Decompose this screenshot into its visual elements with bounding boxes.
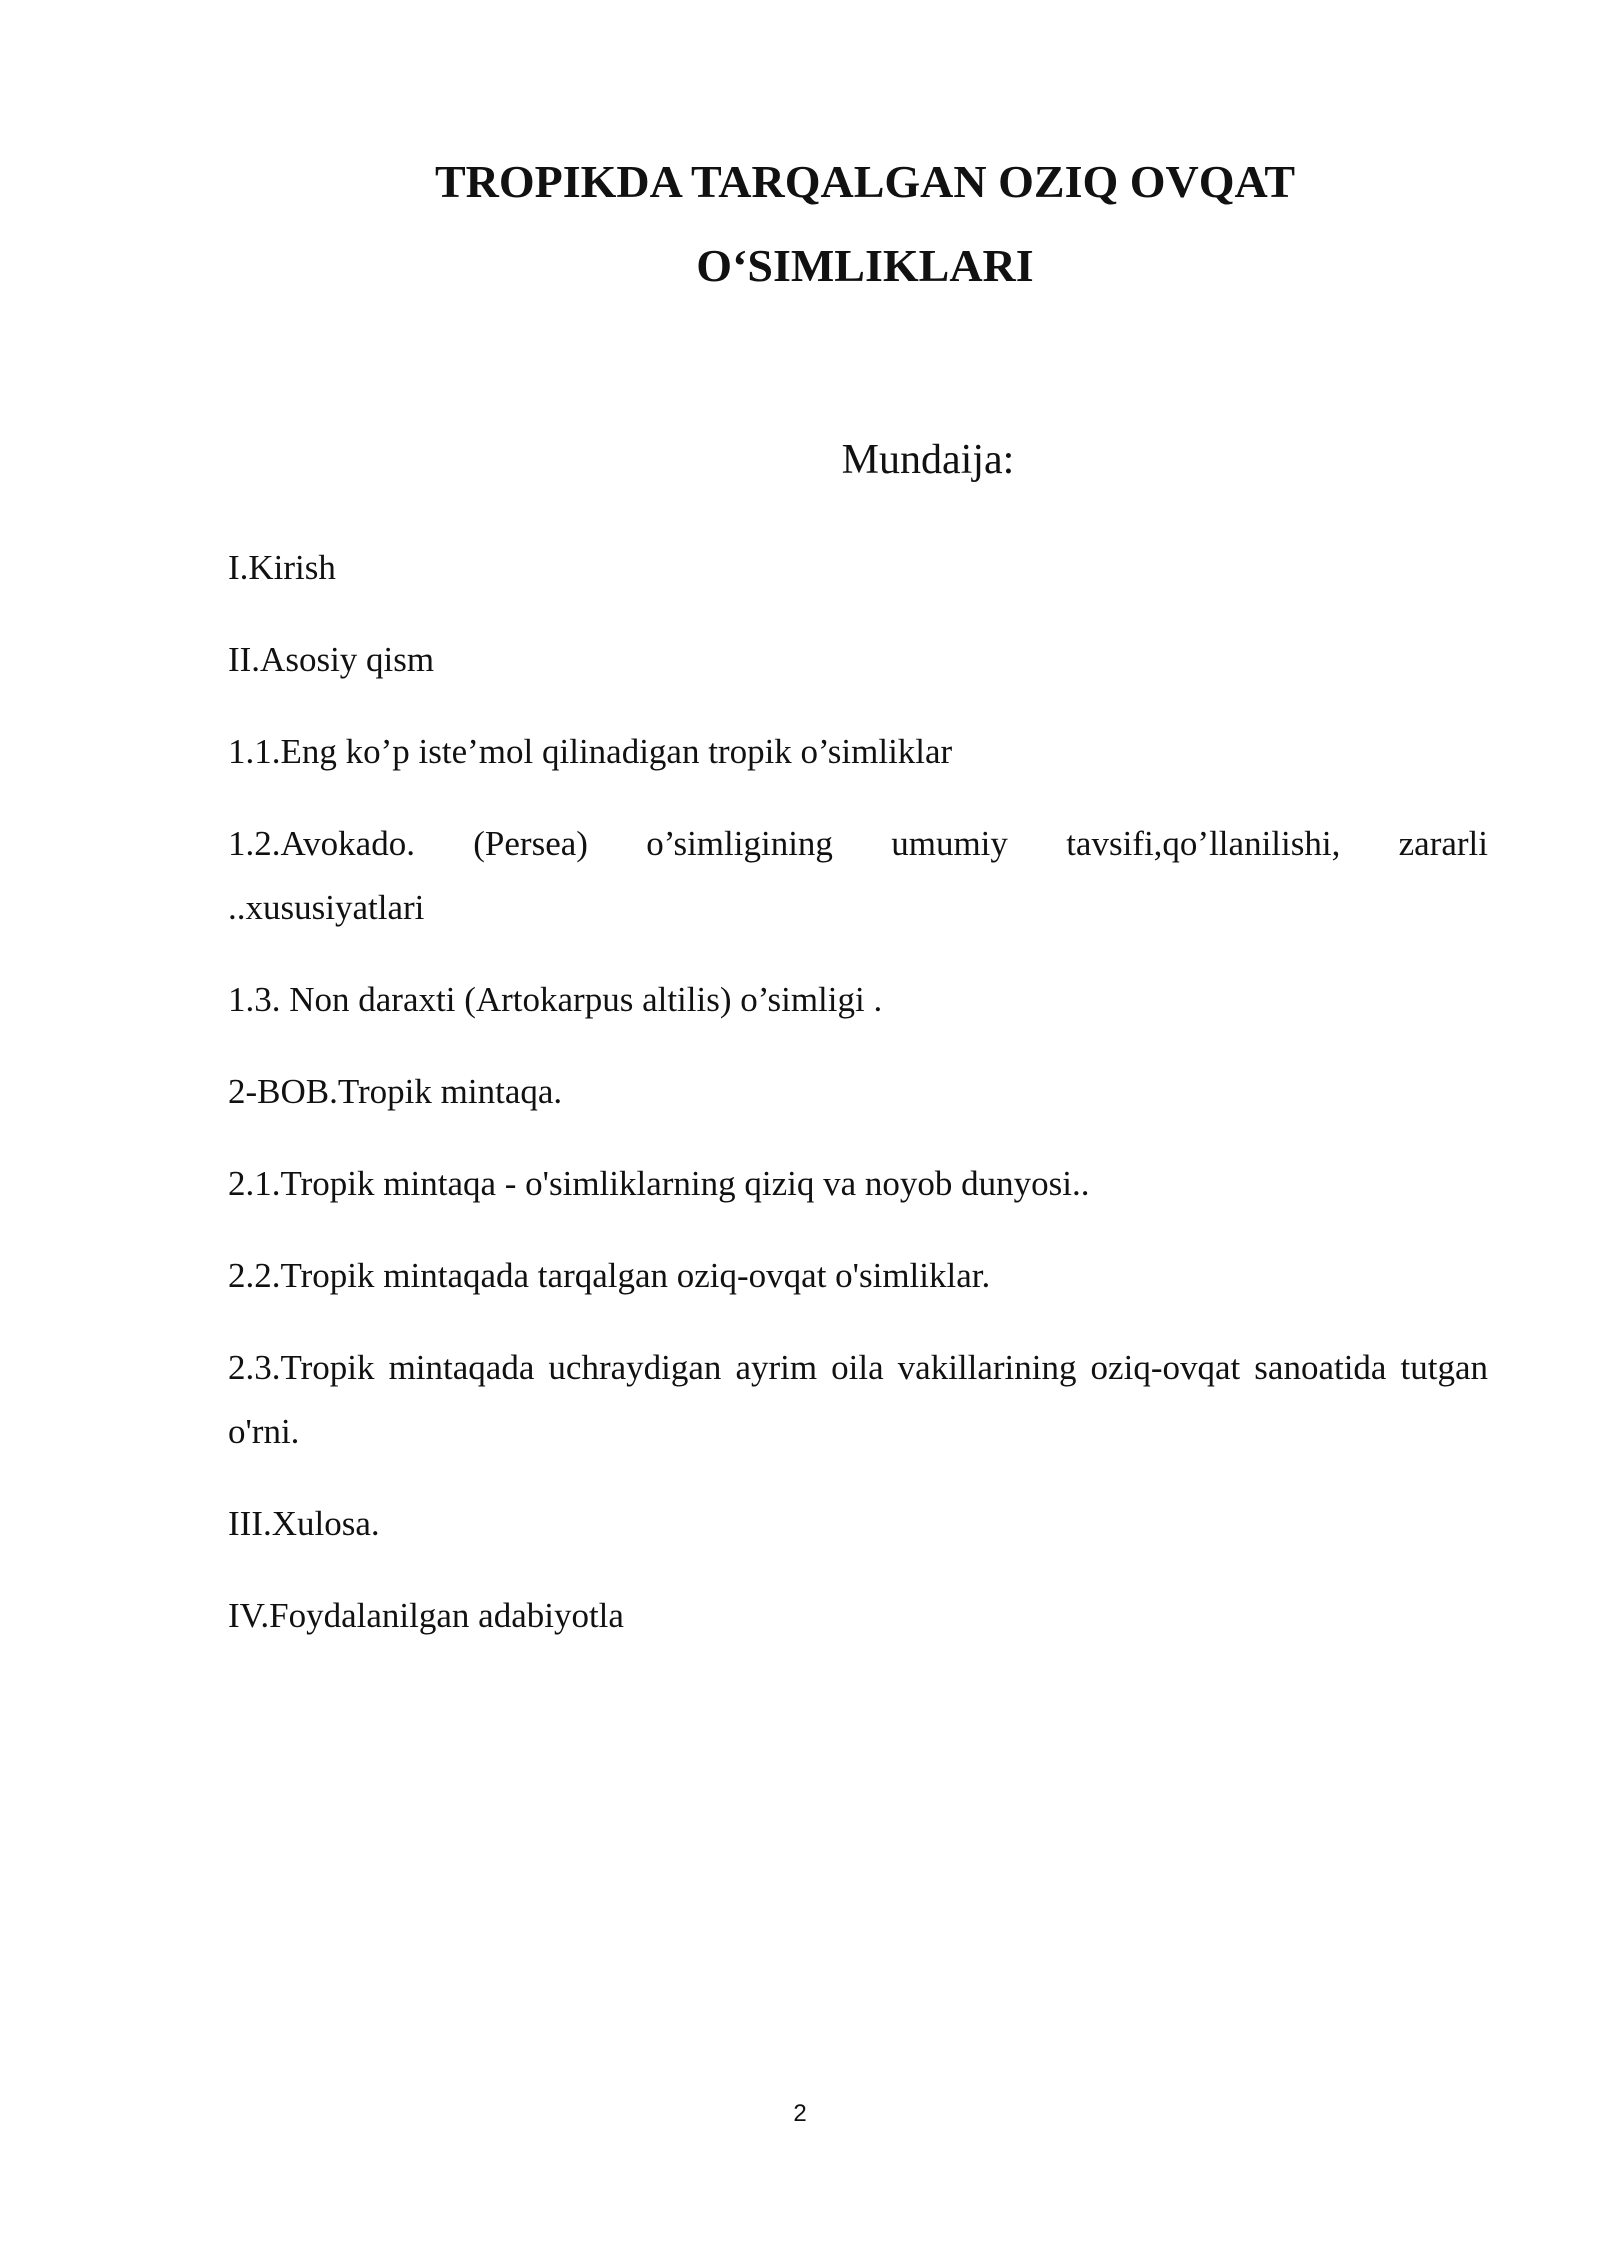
toc-item: 2.1.Tropik mintaqa - o'simliklarning qiziq va noyob dunyosi.. xyxy=(228,1164,1090,1203)
document-title xyxy=(300,140,1430,308)
title-line-1: TROPIKDA TARQALGAN OZIQ OVQAT xyxy=(434,156,1296,207)
contents-heading: Mundaija: xyxy=(841,437,1015,483)
toc-item: I.Kirish xyxy=(228,548,336,587)
toc-item: 2.2.Tropik mintaqada tarqalgan oziq-ovqat o'simliklar. xyxy=(228,1256,991,1295)
title-line-2: O‘SIMLIKLARI xyxy=(696,240,1034,291)
page-number: 2 xyxy=(793,2100,807,2127)
table-of-contents xyxy=(228,536,1488,1676)
toc-item: II.Asosiy qism xyxy=(228,640,435,679)
toc-item: 2.3.Tropik mintaqada uchraydigan ayrim oila vakillarining oziq-ovqat sanoatida tutgan o'rni. xyxy=(228,1348,1488,1451)
toc-item: IV.Foydalanilgan adabiyotla xyxy=(228,1596,624,1635)
toc-item: III.Xulosa. xyxy=(228,1504,380,1543)
toc-item: 2-BOB.Tropik mintaqa. xyxy=(228,1072,563,1111)
toc-item: 1.2.Avokado. (Persea) o’simligining umumiy tavsifi,qo’llanilishi, zararli ..xususiyatlari xyxy=(228,824,1488,927)
toc-item: 1.3. Non daraxti (Artokarpus altilis) o’simligi . xyxy=(228,980,883,1019)
toc-item: 1.1.Eng ko’p iste’mol qilinadigan tropik o’simliklar xyxy=(228,732,953,771)
